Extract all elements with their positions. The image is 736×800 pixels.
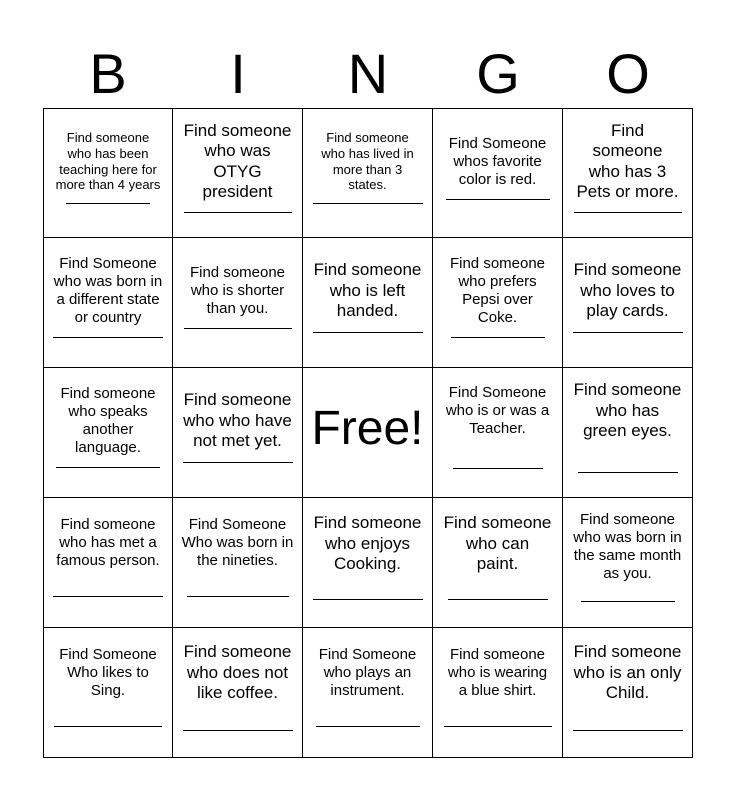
signature-line (446, 199, 550, 200)
signature-line (578, 472, 678, 473)
signature-line (187, 596, 289, 597)
cell-text: Find someone who is left handed. (313, 260, 422, 321)
bingo-cell[interactable] (433, 368, 563, 498)
bingo-cell[interactable] (43, 498, 173, 628)
bingo-cell[interactable] (43, 628, 173, 758)
cell-text: Find someone who has green eyes. (573, 380, 682, 441)
cell-text: Find someone who who have not met yet. (183, 390, 292, 451)
header-letter-i: I (230, 42, 246, 105)
cell-text: Find someone who is shorter than you. (189, 264, 286, 317)
bingo-cell[interactable] (173, 238, 303, 368)
bingo-cell[interactable] (173, 498, 303, 628)
bingo-cell[interactable] (563, 108, 693, 238)
signature-line (313, 599, 423, 600)
bingo-cell[interactable] (43, 108, 173, 238)
signature-line (313, 332, 423, 333)
signature-line (444, 726, 552, 727)
signature-line (53, 596, 163, 597)
bingo-header (43, 40, 693, 108)
signature-line (313, 203, 423, 204)
signature-line (451, 337, 545, 338)
cell-text: Find someone who was born in the same month as you. (573, 511, 682, 582)
cell-text: Find someone who has 3 Pets or more. (576, 120, 679, 201)
bingo-cell[interactable] (563, 628, 693, 758)
cell-text: Find someone who has lived in more than 3 states. (321, 130, 414, 193)
signature-line (573, 730, 683, 731)
signature-line (453, 468, 543, 469)
signature-line (54, 726, 162, 727)
signature-line (183, 730, 293, 731)
bingo-cell[interactable] (303, 238, 433, 368)
bingo-cell[interactable] (433, 628, 563, 758)
cell-text: Find someone who loves to play cards. (573, 260, 682, 321)
signature-line (183, 462, 293, 463)
bingo-cell[interactable] (563, 368, 693, 498)
cell-text: Find Someone Who was born in the nineties. (181, 516, 294, 569)
cell-text: Find Someone Who likes to Sing. (59, 646, 157, 699)
bingo-cell[interactable] (173, 628, 303, 758)
cell-text: Find someone who can paint. (443, 513, 552, 574)
bingo-cell[interactable] (433, 498, 563, 628)
signature-line (573, 332, 683, 333)
cell-text: Find someone who prefers Pepsi over Coke. (449, 255, 546, 326)
free-space[interactable] (303, 368, 433, 498)
cell-text: Find someone who has met a famous person. (56, 516, 160, 569)
header-letter-g: G (476, 42, 520, 105)
cell-text: Find Someone who was born in a different state or country (53, 255, 163, 326)
bingo-cell[interactable] (563, 238, 693, 368)
free-space-text: Free! (311, 401, 424, 455)
cell-text: Find someone who is an only Child. (573, 642, 682, 703)
cell-text: Find Someone who plays an instrument. (318, 646, 417, 699)
cell-text: Find someone who enjoys Cooking. (313, 513, 422, 574)
signature-line (184, 328, 292, 329)
cell-text: Find someone who has been teaching here for more than 4 years (55, 130, 161, 193)
bingo-grid (43, 108, 693, 758)
signature-line (56, 467, 160, 468)
signature-line (581, 601, 675, 602)
bingo-cell[interactable] (303, 498, 433, 628)
bingo-cell[interactable] (43, 368, 173, 498)
bingo-cell[interactable] (433, 238, 563, 368)
signature-line (448, 599, 548, 600)
header-letter-n: N (347, 42, 389, 105)
cell-text: Find someone who speaks another language. (60, 385, 156, 456)
bingo-cell[interactable] (563, 498, 693, 628)
signature-line (184, 212, 292, 213)
cell-text: Find someone who is wearing a blue shirt. (447, 646, 548, 699)
bingo-cell[interactable] (43, 238, 173, 368)
bingo-cell[interactable] (433, 108, 563, 238)
cell-text: Find Someone who is or was a Teacher. (445, 384, 550, 437)
bingo-cell[interactable] (303, 628, 433, 758)
signature-line (66, 203, 150, 204)
signature-line (53, 337, 163, 338)
cell-text: Find Someone whos favorite color is red. (448, 134, 547, 188)
signature-line (316, 726, 420, 727)
bingo-cell[interactable] (173, 108, 303, 238)
header-letter-b: B (89, 42, 127, 105)
signature-line (574, 212, 682, 213)
header-letter-o: O (606, 42, 650, 105)
bingo-cell[interactable] (303, 108, 433, 238)
bingo-cell[interactable] (173, 368, 303, 498)
cell-text: Find someone who was OTYG president (183, 120, 292, 201)
cell-text: Find someone who does not like coffee. (183, 642, 292, 703)
